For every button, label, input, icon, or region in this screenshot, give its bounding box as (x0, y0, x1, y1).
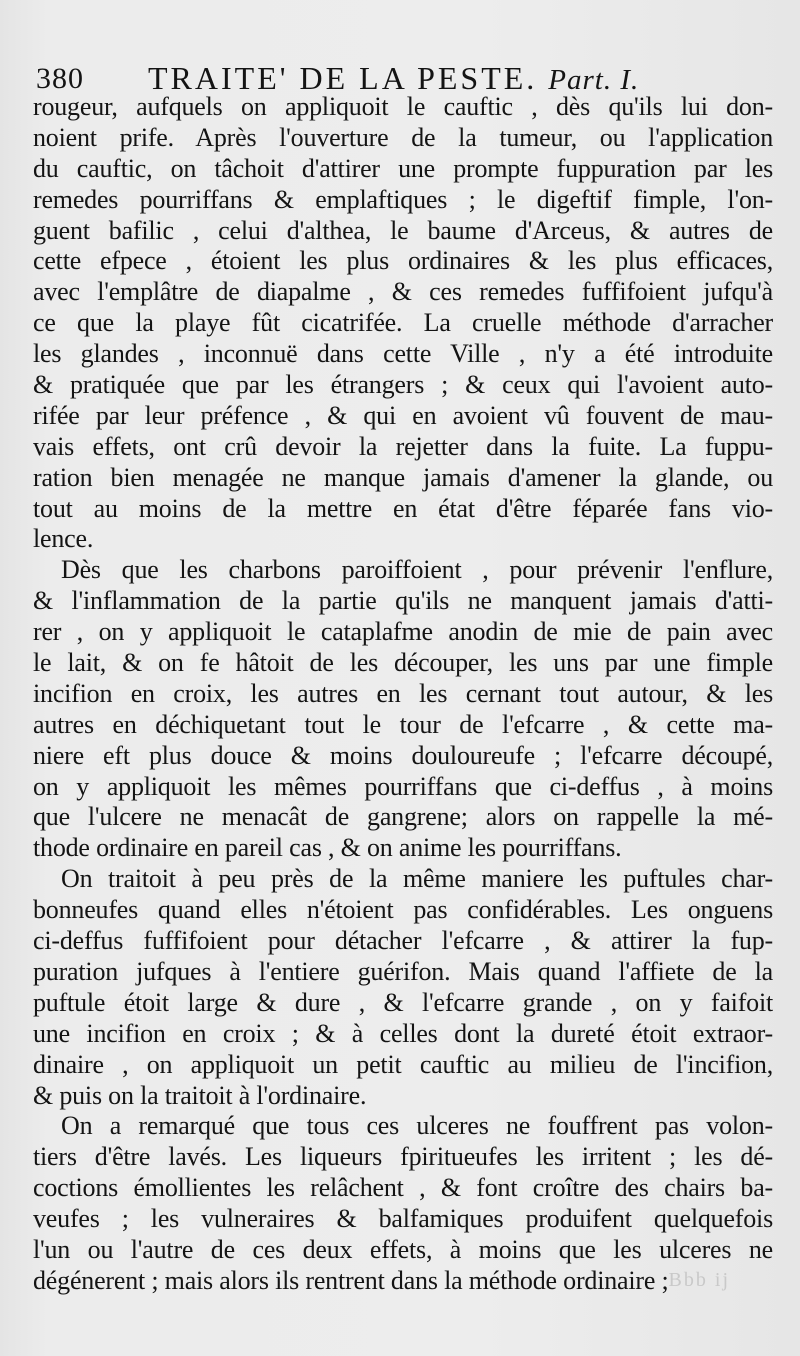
text-line: rifée par leur préfence , & qui en avoient vû fouvent de mau- (33, 400, 773, 430)
text-line: & l'inflammation de la partie qu'ils ne manquent jamais d'atti- (33, 586, 773, 616)
text-line: tiers d'être lavés. Les liqueurs fpiritueufes les irritent ; les dé- (33, 1142, 773, 1172)
text-line: rougeur, aufquels on appliquoit le cauftic , dès qu'ils lui don- (33, 92, 773, 121)
text-line: niere eft plus douce & moins douloureufe ; l'efcarre découpé, (33, 740, 773, 770)
text-line: thode ordinaire en pareil cas , & on anime les pourriffans. (33, 833, 622, 863)
text-line: que l'ulcere ne menacât de gangrene; alors on rappelle la mé- (33, 802, 773, 832)
text-line: tout au moins de la mettre en état d'être féparée fans vio- (33, 493, 773, 523)
text-line: On traitoit à peu près de la même maniere les puftules char- (61, 864, 773, 894)
printer-signature: Bbb ij (668, 1269, 730, 1291)
text-line: coctions émollientes les relâchent , & font croître des chairs ba- (33, 1173, 773, 1203)
text-line: puftule étoit large & dure , & l'efcarre grande , on y faifoit (33, 987, 773, 1017)
text-line: vais effets, ont crû devoir la rejetter dans la fuite. La fuppu- (33, 431, 773, 461)
text-line: on y appliquoit les mêmes pourriffans que ci-deffus , à moins (33, 771, 773, 801)
text-line: ration bien menagée ne manque jamais d'amener la glande, ou (33, 462, 773, 492)
text-line: du cauftic, on tâchoit d'attirer une prompte fuppuration par les (33, 153, 773, 183)
text-line: ce que la playe fût cicatrifée. La cruelle méthode d'arracher (33, 308, 773, 338)
text-line: On a remarqué que tous ces ulceres ne fouffrent pas volon- (61, 1111, 773, 1141)
text-line: lence. (33, 524, 94, 554)
text-line: cette efpece , étoient les plus ordinaires & les plus efficaces, (33, 246, 773, 276)
text-line: une incifion en croix ; & à celles dont la dureté étoit extraor- (33, 1018, 773, 1048)
text-line: Dès que les charbons paroiffoient , pour prévenir l'enflure, (61, 555, 773, 585)
text-line: dinaire , on appliquoit un petit cauftic au milieu de l'incifion, (33, 1049, 773, 1079)
text-line: l'un ou l'autre de ces deux effets, à moins que les ulceres ne (33, 1234, 773, 1264)
text-line: ci-deffus fuffifoient pour détacher l'efcarre , & attirer la fup- (33, 926, 773, 956)
text-line: avec l'emplâtre de diapalme , & ces remedes fuffifoient jufqu'à (33, 277, 773, 307)
text-line: guent bafilic , celui d'althea, le baume d'Arceus, & autres de (33, 215, 773, 245)
text-line: & puis on la traitoit à l'ordinaire. (33, 1080, 367, 1110)
text-line: autres en déchiquetant tout le tour de l'efcarre , & cette ma- (33, 709, 773, 739)
text-line: rer , on y appliquoit le cataplafme anodin de mie de pain avec (33, 617, 773, 647)
text-line: dégénerent ; mais alors ils rentrent dans la méthode ordinaire ; (33, 1265, 669, 1295)
text-line: & pratiquée que par les étrangers ; & ceux qui l'avoient auto- (33, 370, 773, 400)
text-line: noient prife. Après l'ouverture de la tumeur, ou l'application (33, 122, 773, 152)
text-line: remedes pourriffans & emplaftiques ; le digeftif fimple, l'on- (33, 184, 773, 214)
text-line: les glandes , inconnuë dans cette Ville , n'y a été introduite (33, 339, 773, 369)
running-title-text: TRAITE' DE LA PESTE. (148, 60, 538, 96)
text-line: veufes ; les vulneraires & balfamiques produifent quelquefois (33, 1204, 773, 1234)
page-number: 380 (36, 62, 84, 95)
text-line: le lait, & on fe hâtoit de les découper, les uns par une fimple (33, 648, 773, 678)
body-text (33, 92, 773, 1297)
running-title-part: Part. I. (548, 64, 640, 96)
text-line: bonneufes quand elles n'étoient pas confidérables. Les onguens (33, 895, 773, 925)
text-line: incifion en croix, les autres en les cernant tout autour, & les (33, 678, 773, 708)
text-line: puration jufques à l'entiere guérifon. Mais quand l'affiete de la (33, 956, 773, 986)
